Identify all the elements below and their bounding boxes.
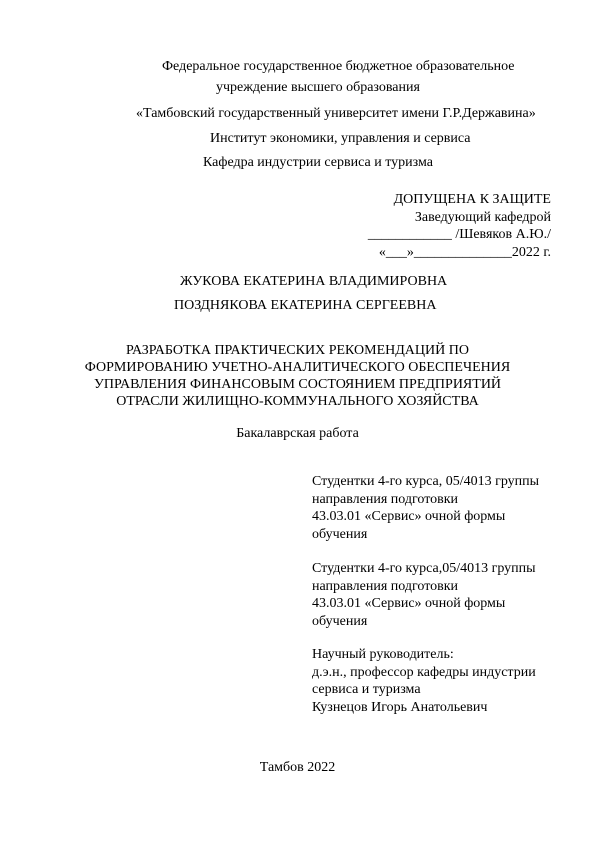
supervisor-info [312, 646, 536, 716]
approval-title: ДОПУЩЕНА К ЗАЩИТЕ [393, 192, 551, 207]
student-1-line-2: направления подготовки [312, 491, 459, 507]
student-2-line-1: Студентки 4-го курса,05/4013 группы [312, 561, 536, 576]
student-1-line-1: Студентки 4-го курса, 05/4013 группы [312, 474, 540, 489]
student-1-line-3: 43.03.01 «Сервис» очной формы [312, 509, 506, 524]
supervisor-line-1: Научный руководитель: [312, 647, 454, 662]
thesis-title-line-1: РАЗРАБОТКА ПРАКТИЧЕСКИХ РЕКОМЕНДАЦИЙ ПО [126, 343, 469, 358]
thesis-title-line-4: ОТРАСЛИ ЖИЛИЩНО-КОММУНАЛЬНОГО ХОЗЯЙСТВА [116, 394, 479, 409]
author-1: ЖУКОВА ЕКАТЕРИНА ВЛАДИМИРОВНА [180, 274, 448, 289]
student-2-line-4: обучения [312, 613, 368, 629]
student-2-info [312, 560, 536, 630]
thesis-title-line-2: ФОРМИРОВАНИЮ УЧЕТНО-АНАЛИТИЧЕСКОГО ОБЕСПЕЧЕНИЯ [84, 360, 511, 375]
approval-position: Заведующий кафедрой [414, 210, 551, 225]
student-1-line-4: обучения [312, 526, 368, 542]
supervisor-line-2: д.э.н., профессор кафедры индустрии [312, 664, 536, 680]
department-name: Кафедра индустрии сервиса и туризма [203, 155, 433, 170]
work-type: Бакалаврская работа [236, 426, 359, 441]
city-year: Тамбов 2022 [259, 760, 336, 775]
institute-name: Институт экономики, управления и сервиса [210, 131, 471, 146]
student-2-line-3: 43.03.01 «Сервис» очной формы [312, 596, 506, 611]
supervisor-line-4: Кузнецов Игорь Анатольевич [312, 699, 488, 715]
student-1-info [312, 473, 539, 543]
approval-date: «___»______________2022 г. [378, 245, 551, 260]
student-2-line-2: направления подготовки [312, 578, 459, 594]
author-2: ПОЗДНЯКОВА ЕКАТЕРИНА СЕРГЕЕВНА [174, 298, 437, 313]
thesis-title-line-3: УПРАВЛЕНИЯ ФИНАНСОВЫМ СОСТОЯНИЕМ ПРЕДПРИЯТИЙ [93, 377, 502, 392]
institution-line-2: учреждение высшего образования [216, 80, 420, 95]
approval-signature: ____________ /Шевяков А.Ю./ [367, 227, 551, 242]
supervisor-line-3: сервиса и туризма [312, 682, 421, 697]
university-name: «Тамбовский государственный университет имени Г.Р.Державина» [136, 106, 536, 121]
institution-line-1: Федеральное государственное бюджетное образовательное [162, 59, 515, 74]
